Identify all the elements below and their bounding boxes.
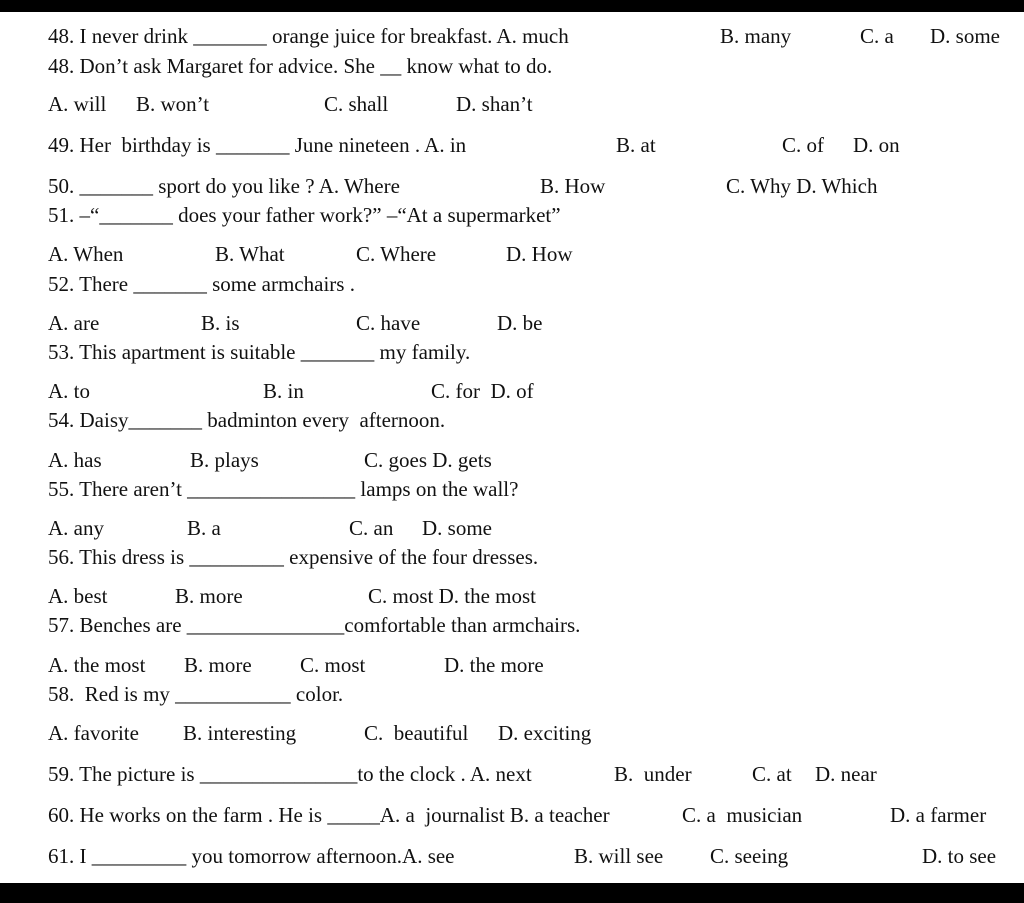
- q54-option-a: A. has: [48, 448, 102, 472]
- q61-option-c: C. seeing: [710, 844, 789, 868]
- q49-stem: 49. Her birthday is _______ June nineteen . A. in: [48, 133, 467, 157]
- q57-option-d: D. the more: [444, 653, 544, 677]
- q55-option-c: C. an: [349, 516, 394, 540]
- q58-option-d: D. exciting: [498, 721, 592, 745]
- bottom-black-border: [0, 883, 1024, 903]
- q51-stem: 51. –“_______ does your father work?” –“At a supermarket”: [48, 203, 561, 227]
- q48a-stem: 48. I never drink _______ orange juice for breakfast. A. much: [48, 24, 569, 48]
- q49-option-d: D. on: [853, 133, 900, 157]
- q56-option-b: B. more: [175, 584, 243, 608]
- q52-option-a: A. are: [48, 311, 100, 335]
- q50-stem: 50. _______ sport do you like ? A. Where: [48, 174, 400, 198]
- q55-stem: 55. There aren’t ________________ lamps on the wall?: [48, 477, 519, 501]
- q54-stem: 54. Daisy_______ badminton every afternoon.: [48, 408, 446, 432]
- q49-option-b: B. at: [616, 133, 656, 157]
- q48b-stem: 48. Don’t ask Margaret for advice. She __ know what to do.: [48, 54, 553, 78]
- q59-option-c: C. at: [752, 762, 792, 786]
- q52-option-b: B. is: [201, 311, 240, 335]
- q56-stem: 56. This dress is _________ expensive of the four dresses.: [48, 545, 539, 569]
- q55-option-a: A. any: [48, 516, 104, 540]
- q48b-option-a: A. will: [48, 92, 107, 116]
- q51-option-c: C. Where: [356, 242, 437, 266]
- q61-option-d: D. to see: [922, 844, 997, 868]
- q53-stem: 53. This apartment is suitable _______ my family.: [48, 340, 471, 364]
- q59-option-d: D. near: [815, 762, 877, 786]
- q61-option-b: B. will see: [574, 844, 664, 868]
- q60-option-c: C. a musician: [682, 803, 803, 827]
- q57-option-c: C. most: [300, 653, 366, 677]
- q59-stem: 59. The picture is _______________to the clock . A. next: [48, 762, 532, 786]
- q58-option-c: C. beautiful: [364, 721, 469, 745]
- q48a-option-b: B. many: [720, 24, 792, 48]
- q56-option-cd: C. most D. the most: [368, 584, 537, 608]
- q55-option-b: B. a: [187, 516, 221, 540]
- q51-option-a: A. When: [48, 242, 124, 266]
- q51-option-b: B. What: [215, 242, 285, 266]
- q60-option-d: D. a farmer: [890, 803, 987, 827]
- q48a-option-d: D. some: [930, 24, 1000, 48]
- q53-option-b: B. in: [263, 379, 304, 403]
- q50-option-cd: C. Why D. Which: [726, 174, 878, 198]
- q52-option-c: C. have: [356, 311, 421, 335]
- q50-option-b: B. How: [540, 174, 606, 198]
- q53-option-a: A. to: [48, 379, 90, 403]
- q54-option-cd: C. goes D. gets: [364, 448, 492, 472]
- q57-stem: 57. Benches are _______________comfortable than armchairs.: [48, 613, 581, 637]
- q52-option-d: D. be: [497, 311, 543, 335]
- q53-option-cd: C. for D. of: [431, 379, 534, 403]
- q52-stem: 52. There _______ some armchairs .: [48, 272, 355, 296]
- q49-option-c: C. of: [782, 133, 824, 157]
- q61-stem: 61. I _________ you tomorrow afternoon.A. see: [48, 844, 455, 868]
- q48b-option-b: B. won’t: [136, 92, 210, 116]
- q59-option-b: B. under: [614, 762, 692, 786]
- q48a-option-c: C. a: [860, 24, 894, 48]
- q56-option-a: A. best: [48, 584, 108, 608]
- q48b-option-c: C. shall: [324, 92, 389, 116]
- q58-option-b: B. interesting: [183, 721, 297, 745]
- q60-stem: 60. He works on the farm . He is _____A. a journalist B. a teacher: [48, 803, 610, 827]
- q58-option-a: A. favorite: [48, 721, 139, 745]
- q57-option-a: A. the most: [48, 653, 146, 677]
- q48b-option-d: D. shan’t: [456, 92, 533, 116]
- q54-option-b: B. plays: [190, 448, 259, 472]
- q57-option-b: B. more: [184, 653, 252, 677]
- q51-option-d: D. How: [506, 242, 573, 266]
- q55-option-d: D. some: [422, 516, 492, 540]
- q58-stem: 58. Red is my ___________ color.: [48, 682, 344, 706]
